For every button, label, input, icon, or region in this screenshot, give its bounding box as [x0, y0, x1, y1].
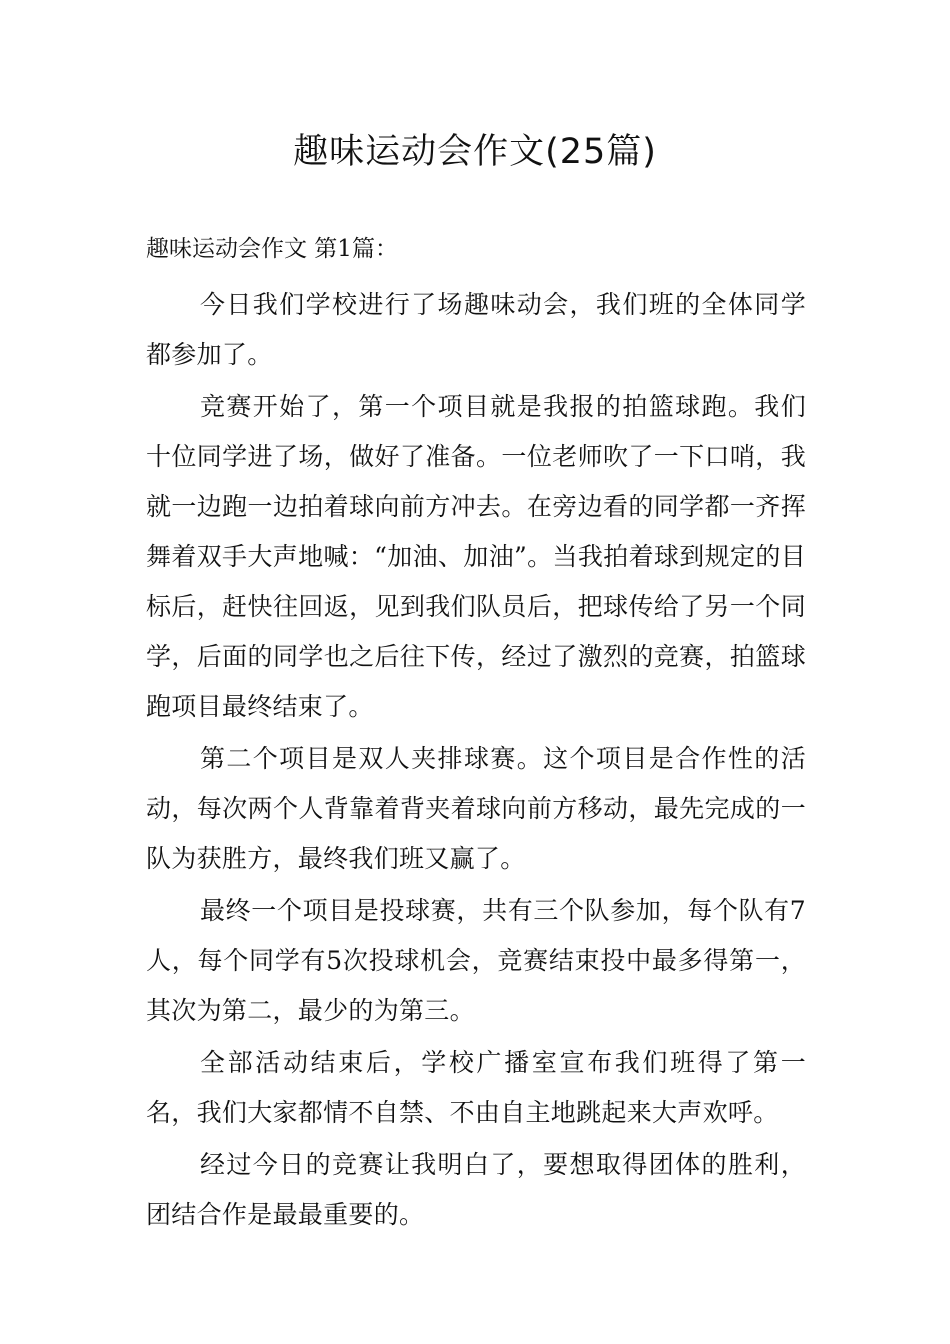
- document-body: [146, 280, 806, 1242]
- document-title: 趣味运动会作文(25篇): [293, 132, 657, 172]
- paragraph: 最终一个项目是投球赛，共有三个队参加，每个队有7人，每个同学有5次投球机会，竞赛结束投中最多得第一，其次为第二，最少的为第三。: [146, 896, 806, 1025]
- paragraph: 第二个项目是双人夹排球赛。这个项目是合作性的活动，每次两个人背靠着背夹着球向前方移动，最先完成的一队为获胜方，最终我们班又赢了。: [146, 744, 806, 873]
- paragraph: 全部活动结束后，学校广播室宣布我们班得了第一名，我们大家都情不自禁、不由自主地跳起来大声欢呼。: [146, 1048, 806, 1127]
- section-heading: 趣味运动会作文 第1篇：: [146, 236, 398, 262]
- paragraph: 经过今日的竞赛让我明白了，要想取得团体的胜利，团结合作是最最重要的。: [146, 1150, 806, 1229]
- paragraph: 竞赛开始了，第一个项目就是我报的拍篮球跑。我们十位同学进了场，做好了准备。一位老师吹了一下口哨，我就一边跑一边拍着球向前方冲去。在旁边看的同学都一齐挥舞着双手大声地喊：“加油、加油”。当我拍着球到规定的目标后，赶快往回返，见到我们队员后，把球传给了另一个同学，后面的同学也之后往下传，经过了激烈的竞赛，拍篮球跑项目最终结束了。: [146, 392, 806, 721]
- paragraph: 今日我们学校进行了场趣味动会，我们班的全体同学都参加了。: [146, 290, 806, 369]
